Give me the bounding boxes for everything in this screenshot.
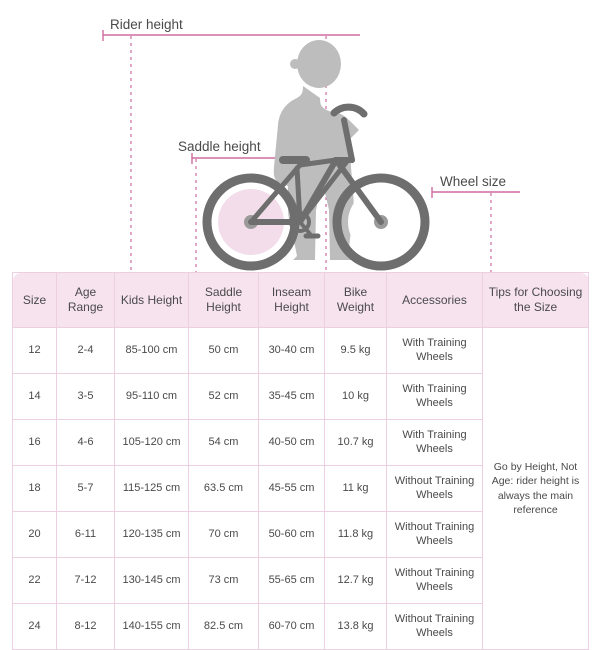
cell-age: 3-5 <box>57 374 115 420</box>
cell-inseam: 35-45 cm <box>259 374 325 420</box>
cell-tips: Go by Height, Not Age: rider height is always the main reference <box>483 328 589 650</box>
table-row <box>13 328 589 374</box>
cell-size: 20 <box>13 512 57 558</box>
size-table <box>12 272 589 650</box>
cell-weight: 13.8 kg <box>325 604 387 650</box>
cell-accessories: With Training Wheels <box>387 328 483 374</box>
column-header-tips: Tips for Choosing the Size <box>483 273 589 328</box>
rider-figure <box>274 40 359 260</box>
cell-inseam: 45-55 cm <box>259 466 325 512</box>
cell-inseam: 55-65 cm <box>259 558 325 604</box>
cell-weight: 9.5 kg <box>325 328 387 374</box>
column-header-age-range: Age Range <box>57 273 115 328</box>
annotation-saddle-height: Saddle height <box>178 139 261 154</box>
cell-accessories: Without Training Wheels <box>387 466 483 512</box>
cell-size: 18 <box>13 466 57 512</box>
cell-accessories: With Training Wheels <box>387 420 483 466</box>
cell-kids-height: 120-135 cm <box>115 512 189 558</box>
cell-saddle-height: 73 cm <box>189 558 259 604</box>
table-header-row <box>13 273 589 328</box>
cell-inseam: 60-70 cm <box>259 604 325 650</box>
cell-weight: 11.8 kg <box>325 512 387 558</box>
cell-weight: 12.7 kg <box>325 558 387 604</box>
cell-size: 22 <box>13 558 57 604</box>
bike-illustration <box>0 0 600 272</box>
cell-accessories: Without Training Wheels <box>387 512 483 558</box>
column-header-saddle-height: Saddle Height <box>189 273 259 328</box>
cell-accessories: Without Training Wheels <box>387 604 483 650</box>
column-header-accessories: Accessories <box>387 273 483 328</box>
cell-age: 7-12 <box>57 558 115 604</box>
cell-saddle-height: 63.5 cm <box>189 466 259 512</box>
cell-kids-height: 85-100 cm <box>115 328 189 374</box>
cell-kids-height: 95-110 cm <box>115 374 189 420</box>
cell-kids-height: 130-145 cm <box>115 558 189 604</box>
cell-weight: 11 kg <box>325 466 387 512</box>
cell-size: 16 <box>13 420 57 466</box>
cell-size: 24 <box>13 604 57 650</box>
cell-age: 6-11 <box>57 512 115 558</box>
cell-weight: 10.7 kg <box>325 420 387 466</box>
guide-ticks <box>103 30 432 198</box>
cell-saddle-height: 54 cm <box>189 420 259 466</box>
cell-kids-height: 115-125 cm <box>115 466 189 512</box>
cell-age: 8-12 <box>57 604 115 650</box>
column-header-kids-height: Kids Height <box>115 273 189 328</box>
cell-inseam: 40-50 cm <box>259 420 325 466</box>
cell-saddle-height: 70 cm <box>189 512 259 558</box>
cell-age: 5-7 <box>57 466 115 512</box>
cell-size: 12 <box>13 328 57 374</box>
column-header-size: Size <box>13 273 57 328</box>
cell-size: 14 <box>13 374 57 420</box>
cell-saddle-height: 50 cm <box>189 328 259 374</box>
column-header-bike-weight: Bike Weight <box>325 273 387 328</box>
cell-saddle-height: 82.5 cm <box>189 604 259 650</box>
cell-inseam: 50-60 cm <box>259 512 325 558</box>
cell-inseam: 30-40 cm <box>259 328 325 374</box>
cell-accessories: With Training Wheels <box>387 374 483 420</box>
cell-weight: 10 kg <box>325 374 387 420</box>
cell-saddle-height: 52 cm <box>189 374 259 420</box>
cell-kids-height: 140-155 cm <box>115 604 189 650</box>
cell-age: 4-6 <box>57 420 115 466</box>
cell-accessories: Without Training Wheels <box>387 558 483 604</box>
column-header-inseam-height: Inseam Height <box>259 273 325 328</box>
annotation-wheel-size: Wheel size <box>440 174 507 189</box>
cell-kids-height: 105-120 cm <box>115 420 189 466</box>
cell-age: 2-4 <box>57 328 115 374</box>
annotation-rider-height: Rider height <box>110 17 183 32</box>
